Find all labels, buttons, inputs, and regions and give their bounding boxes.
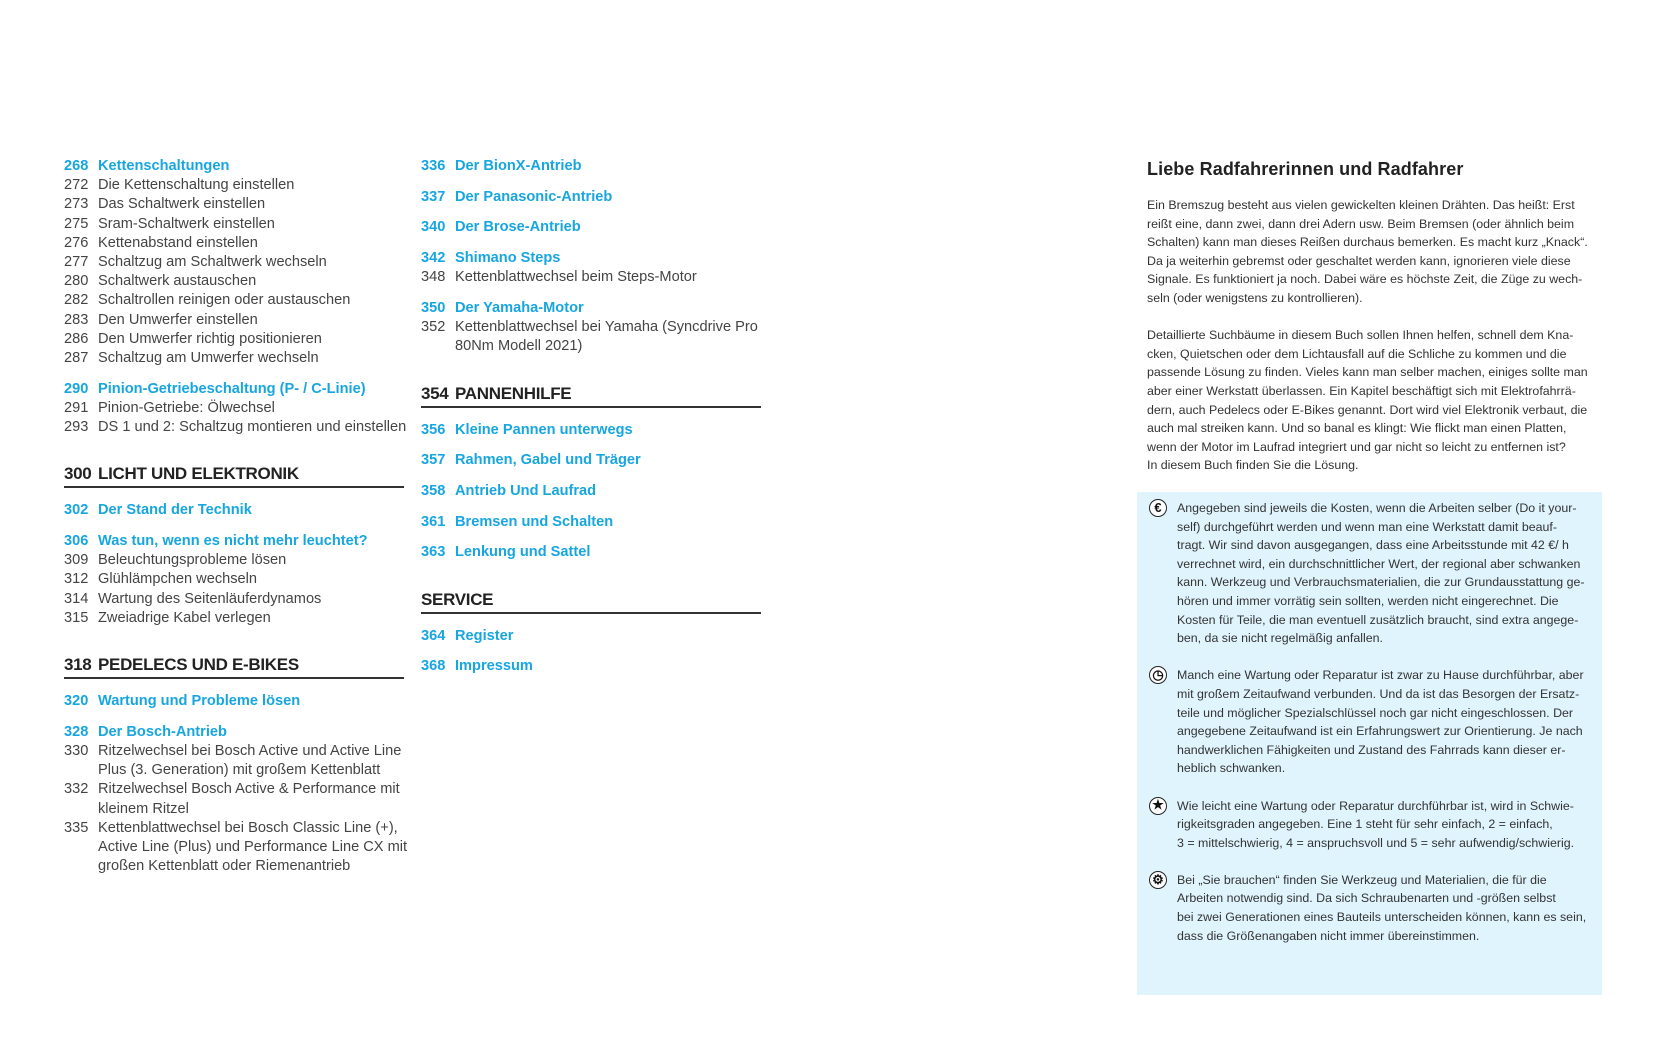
page-number: 361 <box>421 513 446 530</box>
entry-title <box>98 349 319 368</box>
toc-group <box>64 692 404 711</box>
section-number: 300 <box>64 464 92 484</box>
page-number: 287 <box>64 350 89 367</box>
text-line: mit großem Zeitaufwand verbunden. Und da ist das Besorgen der Ersatz- <box>1177 686 1580 701</box>
text-line: ben, da sie nicht regelmäßig anfallen. <box>1177 631 1383 646</box>
text-line: auch mal streiken kann. Und so banal es klingt: Wie flickt man einen Platten, <box>1147 421 1567 436</box>
toc-column-1 <box>64 157 408 876</box>
entry-title-line: Der Yamaha-Motor <box>455 300 584 317</box>
entry-title <box>98 609 271 628</box>
text-line: tragt. Wir sind davon ausgegangen, dass eine Arbeitsstunde mit 42 €/ h <box>1177 538 1569 553</box>
tools-icon: ⚙ <box>1149 871 1167 889</box>
text-line: wenn der Motor im Laufrad integriert und gar nicht so leicht zu entfernen ist? <box>1147 439 1566 454</box>
section-title: PANNENHILFE <box>455 383 572 403</box>
page-number: 335 <box>64 819 89 836</box>
toc-entry[interactable] <box>64 215 404 234</box>
page-number: 363 <box>421 544 446 561</box>
entry-title <box>455 249 560 268</box>
entry-title-line: Der Bosch-Antrieb <box>98 723 227 740</box>
toc-entry[interactable] <box>421 318 761 356</box>
entry-title <box>455 318 758 356</box>
page-number: 282 <box>64 292 89 309</box>
text-line: reißt eine, dann zwei, dann drei Adern usw. Beim Bremsen (oder ähnlich beim <box>1147 216 1575 231</box>
toc-chapter-link[interactable] <box>421 513 761 532</box>
entry-title-line: Das Schaltwerk einstellen <box>98 196 266 213</box>
entry-title-line: Glühlämpchen wechseln <box>98 571 257 588</box>
toc-group <box>421 627 761 646</box>
toc-entry[interactable] <box>421 268 761 287</box>
toc-group <box>421 657 761 676</box>
star-icon: ★ <box>1149 797 1167 815</box>
toc-group <box>64 723 408 877</box>
entry-title-line: Kettenblattwechsel bei Yamaha (Syncdrive Pro <box>455 319 758 336</box>
page-number: 280 <box>64 273 89 290</box>
entry-title-line: Sram-Schaltwerk einstellen <box>98 215 275 232</box>
intro-body <box>1147 196 1607 475</box>
entry-title <box>98 692 300 711</box>
entry-title <box>455 299 584 318</box>
text-line: Wie leicht eine Wartung oder Reparatur durchführbar ist, wird in Schwie- <box>1177 798 1574 813</box>
toc-chapter-link[interactable] <box>421 451 761 470</box>
toc-chapter-link[interactable] <box>64 723 404 742</box>
entry-title-line: Shimano Steps <box>455 250 561 267</box>
toc-group <box>64 380 407 438</box>
toc-group <box>421 421 761 440</box>
toc-entry[interactable] <box>64 330 404 349</box>
toc-chapter-link[interactable] <box>421 299 761 318</box>
entry-title-line: Schaltzug am Umwerfer wechseln <box>98 350 319 367</box>
page-number: 356 <box>421 421 446 438</box>
text-line: Signale. Es funktioniert ja noch. Dabei wäre es höchste Zeit, die Züge zu wech- <box>1147 272 1583 287</box>
entry-title-line: Plus (3. Generation) mit großem Kettenblatt <box>98 762 381 779</box>
toc-entry[interactable] <box>64 399 404 418</box>
text-line: angegebene Zeitaufwand ist ein Erfahrungswert zur Orientierung. Je nach <box>1177 724 1583 739</box>
entry-title <box>98 330 322 349</box>
entry-title-line: Lenkung und Sattel <box>455 544 591 561</box>
toc-entry[interactable] <box>64 291 404 310</box>
entry-title <box>455 513 613 532</box>
entry-title <box>98 723 227 742</box>
text-line: In diesem Buch finden Sie die Lösung. <box>1147 458 1359 473</box>
toc-group <box>64 501 404 520</box>
page-number: 283 <box>64 311 89 328</box>
entry-title <box>98 215 275 234</box>
toc-group <box>64 157 404 368</box>
entry-title <box>455 451 641 470</box>
toc-chapter-link[interactable] <box>64 157 404 176</box>
text-line: Detaillierte Suchbäume in diesem Buch sollen Ihnen helfen, schnell dem Kna- <box>1147 328 1574 343</box>
text-line: rigkeitsgraden angegeben. Eine 1 steht für sehr einfach, 2 = einfach, <box>1177 817 1553 832</box>
toc-chapter-link[interactable] <box>421 249 761 268</box>
toc-entry[interactable] <box>64 780 404 818</box>
entry-title <box>98 176 294 195</box>
page-number: 291 <box>64 399 89 416</box>
page-number: 332 <box>64 781 89 798</box>
entry-title <box>98 570 257 589</box>
info-list <box>1149 499 1599 964</box>
toc-chapter-link[interactable] <box>421 543 761 562</box>
entry-title-line: Kettenblattwechsel beim Steps-Motor <box>455 269 697 286</box>
entry-title-line: Beleuchtungsprobleme lösen <box>98 552 287 569</box>
toc-entry[interactable] <box>64 609 404 628</box>
entry-title-line: Ritzelwechsel bei Bosch Active und Active Line <box>98 742 402 759</box>
page-number: 306 <box>64 533 89 550</box>
text-line: Bei „Sie brauchen“ finden Sie Werkzeug und Materialien, die für die <box>1177 872 1547 887</box>
text-line: Ein Bremszug besteht aus vielen gewickelten kleinen Drähten. Das heißt: Erst <box>1147 198 1575 212</box>
page-number: 350 <box>421 300 446 317</box>
page-number: 348 <box>421 269 446 286</box>
text-line: kann. Werkzeug und Verbrauchsmaterialien, die zur Grundausstattung ge- <box>1177 575 1585 590</box>
page-number: 314 <box>64 590 89 607</box>
entry-title-line: Antrieb Und Laufrad <box>455 483 597 500</box>
entry-title <box>455 657 533 676</box>
entry-title <box>98 590 321 609</box>
entry-title-line: Der Panasonic-Antrieb <box>455 188 613 205</box>
entry-title-line: Pinion-Getriebe: Ölwechsel <box>98 399 275 416</box>
text-line: bei zwei Generationen eines Bauteils unterscheiden können, kann es sein, <box>1177 910 1587 925</box>
text-line: Kosten für Teile, die man eventuell zusätzlich braucht, sind extra angege- <box>1177 612 1579 627</box>
entry-title-line: Schaltzug am Schaltwerk wechseln <box>98 254 327 271</box>
info-item <box>1149 666 1599 778</box>
toc-chapter-link[interactable] <box>64 532 404 551</box>
page-number: 277 <box>64 254 89 271</box>
entry-title-line: Pinion-Getriebeschaltung (P- / C-Linie) <box>98 380 366 397</box>
entry-title-line: Der Stand der Technik <box>98 502 252 519</box>
entry-title-line: Kettenschaltungen <box>98 158 230 174</box>
entry-title-line: 80Nm Modell 2021) <box>455 338 583 355</box>
toc-entry[interactable] <box>64 819 408 877</box>
entry-title-line: DS 1 und 2: Schaltzug montieren und einstellen <box>98 419 407 436</box>
entry-title <box>98 380 366 399</box>
toc-chapter-link[interactable] <box>64 692 404 711</box>
entry-title <box>98 399 275 418</box>
page-number: 352 <box>421 319 446 336</box>
toc-entry[interactable] <box>64 742 404 780</box>
toc-entry[interactable] <box>64 349 404 368</box>
entry-title-line: Kleine Pannen unterwegs <box>455 421 633 438</box>
intro-paragraph <box>1147 196 1607 308</box>
page-number: 320 <box>64 693 89 710</box>
entry-title-line: Wartung und Probleme lösen <box>98 693 301 710</box>
text-line: 3 = mittelschwierig, 4 = anspruchsvoll und 5 = sehr aufwendig/schwierig. <box>1177 835 1575 850</box>
toc-entry[interactable] <box>64 195 404 214</box>
page-number: 364 <box>421 627 446 644</box>
entry-title-line: Register <box>455 627 514 644</box>
toc-entry[interactable] <box>64 551 404 570</box>
page-number: 328 <box>64 723 89 740</box>
page-number: 293 <box>64 419 89 436</box>
entry-title <box>98 780 400 818</box>
toc-column-2 <box>421 157 761 677</box>
entry-title-line: Der BionX-Antrieb <box>455 158 582 174</box>
text-line: dern, auch Pedelecs oder E-Bikes genannt. Dort wird viel Elektronik verbaut, die <box>1147 402 1588 417</box>
intro-paragraph <box>1147 326 1607 475</box>
section-number: 318 <box>64 655 92 675</box>
toc-group <box>421 188 761 207</box>
page-number: 286 <box>64 330 89 347</box>
entry-title <box>98 253 327 272</box>
entry-title <box>455 188 612 207</box>
toc-group <box>421 249 761 287</box>
entry-title-line: Die Kettenschaltung einstellen <box>98 177 295 194</box>
section-number: 354 <box>421 383 449 403</box>
info-item <box>1149 499 1599 648</box>
entry-title <box>98 819 407 877</box>
toc-entry[interactable] <box>64 272 404 291</box>
text-line: heblich schwanken. <box>1177 761 1286 776</box>
toc-entry[interactable] <box>64 418 407 437</box>
entry-title <box>455 421 633 440</box>
toc-group <box>421 482 761 501</box>
entry-title-line: Was tun, wenn es nicht mehr leuchtet? <box>98 533 368 550</box>
toc-entry[interactable] <box>64 311 404 330</box>
toc-chapter-link[interactable] <box>64 501 404 520</box>
text-line: self) durchgeführt werden und wenn man eine Werkstatt damit beauf- <box>1177 519 1557 534</box>
text-line: cken, Quietschen oder dem Lichtausfall auf die Schliche zu kommen und die <box>1147 346 1567 361</box>
entry-title <box>455 157 581 176</box>
page-number: 272 <box>64 177 89 194</box>
text-line: passende Lösung zu finden. Vieles kann man selber machen, einiges sollte man <box>1147 365 1588 380</box>
info-item <box>1149 797 1599 853</box>
section-title: LICHT UND ELEKTRONIK <box>98 464 299 484</box>
page-number: 290 <box>64 380 89 397</box>
toc-entry[interactable] <box>64 176 404 195</box>
entry-title <box>98 532 367 551</box>
entry-title <box>98 291 350 310</box>
page-number: 340 <box>421 219 446 236</box>
toc-chapter-link[interactable] <box>64 380 404 399</box>
euro-icon: € <box>1149 499 1167 517</box>
entry-title-line: Rahmen, Gabel und Träger <box>455 452 641 469</box>
entry-title <box>98 742 401 780</box>
entry-title-line: Den Umwerfer einstellen <box>98 311 258 328</box>
toc-group <box>421 218 761 237</box>
toc-chapter-link[interactable] <box>421 657 761 676</box>
info-item <box>1149 871 1599 945</box>
entry-title <box>98 234 258 253</box>
entry-title-line: Zweiadrige Kabel verlegen <box>98 609 271 626</box>
toc-chapter-link[interactable] <box>421 421 761 440</box>
entry-title <box>455 218 581 237</box>
page-number: 276 <box>64 234 89 251</box>
toc-group <box>421 451 761 470</box>
toc-entry[interactable] <box>64 234 404 253</box>
page-number: 302 <box>64 502 89 519</box>
text-line: Arbeiten notwendig sind. Da sich Schraubenarten und -größen selbst <box>1177 891 1556 906</box>
section-title: SERVICE <box>421 589 494 609</box>
entry-title <box>98 551 286 570</box>
toc-group <box>421 299 761 357</box>
stopwatch-icon: ◷ <box>1149 666 1167 684</box>
toc-chapter-link[interactable] <box>421 157 761 176</box>
section-heading <box>421 383 761 408</box>
toc-chapter-link[interactable] <box>421 218 761 237</box>
toc-chapter-link[interactable] <box>421 188 761 207</box>
toc-group <box>421 157 761 176</box>
entry-title-line: Ritzelwechsel Bosch Active & Performance mit <box>98 781 400 798</box>
entry-title <box>98 272 256 291</box>
section-heading <box>64 654 404 679</box>
section-heading <box>64 463 404 488</box>
text-line: hören und immer vorrätig sein sollten, werden nicht eingerechnet. Die <box>1177 593 1559 608</box>
toc-entry[interactable] <box>64 570 404 589</box>
section-heading <box>421 589 761 614</box>
entry-title <box>455 627 513 646</box>
text-line: Angegeben sind jeweils die Kosten, wenn die Arbeiten selber (Do it your- <box>1177 501 1577 515</box>
entry-title <box>98 195 265 214</box>
entry-title <box>98 311 258 330</box>
entry-title-line: Bremsen und Schalten <box>455 513 614 530</box>
entry-title-line: Den Umwerfer richtig positionieren <box>98 330 322 347</box>
intro-section <box>1147 157 1607 494</box>
page-number: 312 <box>64 571 89 588</box>
entry-title-line: Schaltrollen reinigen oder austauschen <box>98 292 351 309</box>
toc-group <box>64 532 404 628</box>
page-number: 315 <box>64 609 89 626</box>
toc-entry[interactable] <box>64 253 404 272</box>
entry-title <box>455 543 590 562</box>
entry-title <box>455 482 596 501</box>
text-line: Manch eine Wartung oder Reparatur ist zwar zu Hause durchführbar, aber <box>1177 668 1584 683</box>
entry-title <box>98 157 229 176</box>
toc-chapter-link[interactable] <box>421 627 761 646</box>
entry-title-line: Der Brose-Antrieb <box>455 219 581 236</box>
entry-title-line: Schaltwerk austauschen <box>98 273 257 290</box>
text-line: verrechnet wird, ein durchschnittlicher Wert, der regional aber schwanken <box>1177 556 1581 571</box>
text-line: teile und möglicher Spezialschlüssel noch gar nicht eingeschlossen. Der <box>1177 705 1574 720</box>
entry-title-line: Impressum <box>455 658 533 675</box>
text-line: Schalten) kann man dieses Reißen durchaus bemerken. Es macht kurz „Knack“. <box>1147 235 1588 250</box>
toc-group <box>421 543 761 562</box>
entry-title <box>98 501 252 520</box>
page-number: 273 <box>64 196 89 213</box>
text-line: Da ja weiterhin gebremst oder geschaltet werden kann, ignorieren viele diese <box>1147 253 1571 268</box>
entry-title <box>455 268 697 287</box>
page-number: 357 <box>421 452 446 469</box>
entry-title-line: großen Kettenblatt oder Riemenantrieb <box>98 858 351 875</box>
intro-title: Liebe Radfahrerinnen und Radfahrer <box>1147 159 1464 179</box>
page-number: 358 <box>421 483 446 500</box>
entry-title-line: Kettenabstand einstellen <box>98 234 258 251</box>
section-title: PEDELECS UND E-BIKES <box>98 655 299 675</box>
text-line: handwerklichen Fähigkeiten und Zustand des Fahrrads kann dieser er- <box>1177 742 1566 757</box>
page-number: 336 <box>421 158 446 174</box>
entry-title-line: Wartung des Seitenläuferdynamos <box>98 590 322 607</box>
entry-title <box>98 418 406 437</box>
entry-title-line: kleinem Ritzel <box>98 800 189 817</box>
text-line: dass die Größenangaben nicht immer übereinstimmen. <box>1177 928 1480 943</box>
page-number: 342 <box>421 250 446 267</box>
page-number: 337 <box>421 188 446 205</box>
text-line: aber einer Werkstatt überlassen. Ein Kapitel beschäftigt sich mit Elektrofahrrä- <box>1147 383 1576 398</box>
page-number: 275 <box>64 215 89 232</box>
page-number: 330 <box>64 742 89 759</box>
toc-chapter-link[interactable] <box>421 482 761 501</box>
page-number: 268 <box>64 158 89 174</box>
toc-entry[interactable] <box>64 590 404 609</box>
entry-title-line: Kettenblattwechsel bei Bosch Classic Line (+), <box>98 819 398 836</box>
entry-title-line: Active Line (Plus) und Performance Line CX mit <box>98 838 408 855</box>
toc-group <box>421 513 761 532</box>
page-number: 309 <box>64 552 89 569</box>
page-number: 368 <box>421 658 446 675</box>
text-line: seln (oder wenigstens zu kontrollieren). <box>1147 290 1363 305</box>
